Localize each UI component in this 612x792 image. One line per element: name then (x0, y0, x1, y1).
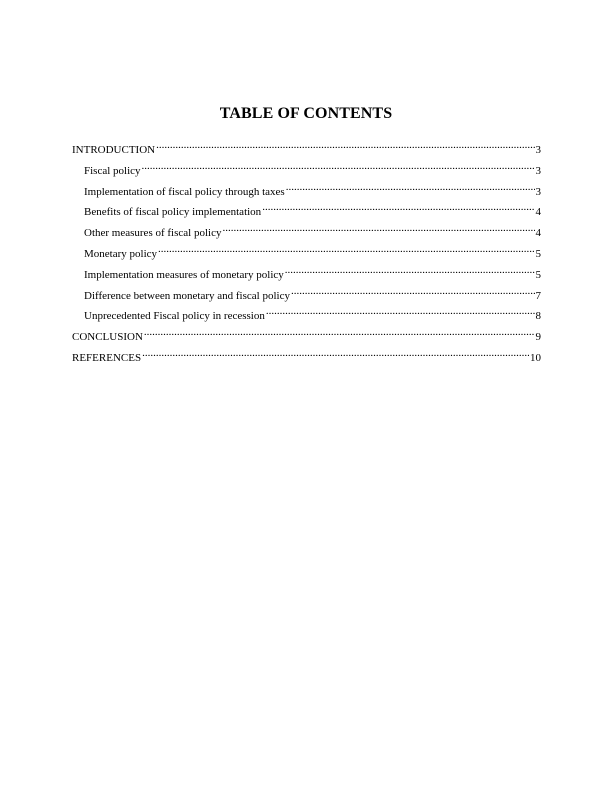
toc-dot-leader (222, 220, 534, 236)
toc-entry-difference[interactable] (72, 283, 541, 304)
toc-entry-other-measures[interactable] (72, 220, 541, 241)
toc-entry-conclusion[interactable] (72, 324, 541, 345)
toc-entry-references[interactable] (72, 345, 541, 366)
toc-entry-label: Monetary policy (84, 247, 158, 260)
toc-dot-leader (266, 303, 535, 319)
toc-entry-monetary-policy[interactable] (72, 241, 541, 262)
toc-dot-leader (291, 283, 535, 299)
toc-dot-leader (286, 179, 535, 195)
toc-entry-introduction[interactable] (72, 137, 541, 158)
toc-entry-implementation-taxes[interactable] (72, 179, 541, 200)
toc-entry-fiscal-policy[interactable] (72, 158, 541, 179)
toc-entry-label: Difference between monetary and fiscal policy (84, 289, 290, 302)
toc-page-number: 3 (535, 144, 541, 156)
toc-entry-label: Implementation of fiscal policy through taxes (84, 185, 285, 198)
toc-dot-leader (262, 199, 534, 215)
toc-entry-label: Unprecedented Fiscal policy in recession (84, 310, 265, 323)
toc-page-number: 10 (530, 351, 541, 364)
toc-dot-leader (158, 241, 534, 257)
toc-dot-leader (142, 345, 529, 361)
toc-entry-label: CONCLUSION (72, 331, 143, 344)
toc-dot-leader (142, 158, 535, 174)
toc-entry-benefits-fiscal-policy[interactable] (72, 199, 541, 220)
toc-entry-label: Implementation measures of monetary policy (84, 268, 284, 281)
toc-entry-label: Other measures of fiscal policy (84, 227, 222, 240)
toc-entry-label: Benefits of fiscal policy implementation (84, 206, 262, 219)
toc-dot-leader (144, 324, 535, 340)
toc-entry-label: INTRODUCTION (72, 144, 156, 156)
toc-dot-leader (285, 262, 535, 278)
toc-title: TABLE OF CONTENTS (219, 105, 393, 122)
toc-page-number: 5 (535, 247, 541, 260)
toc-entry-monetary-implementation[interactable] (72, 262, 541, 283)
toc-entry-recession[interactable] (72, 303, 541, 324)
toc-entry-label: REFERENCES (72, 351, 142, 364)
toc-page-number: 9 (535, 331, 541, 344)
toc-page-number: 3 (535, 164, 541, 177)
toc-page-number: 3 (535, 185, 541, 198)
toc-list (72, 137, 541, 366)
toc-page-number: 7 (535, 289, 541, 302)
toc-page-number: 8 (535, 310, 541, 323)
toc-entry-label: Fiscal policy (84, 164, 141, 177)
toc-dot-leader (156, 137, 534, 153)
toc-page-number: 5 (535, 268, 541, 281)
toc-page-number: 4 (535, 206, 541, 219)
toc-page-number: 4 (535, 227, 541, 240)
